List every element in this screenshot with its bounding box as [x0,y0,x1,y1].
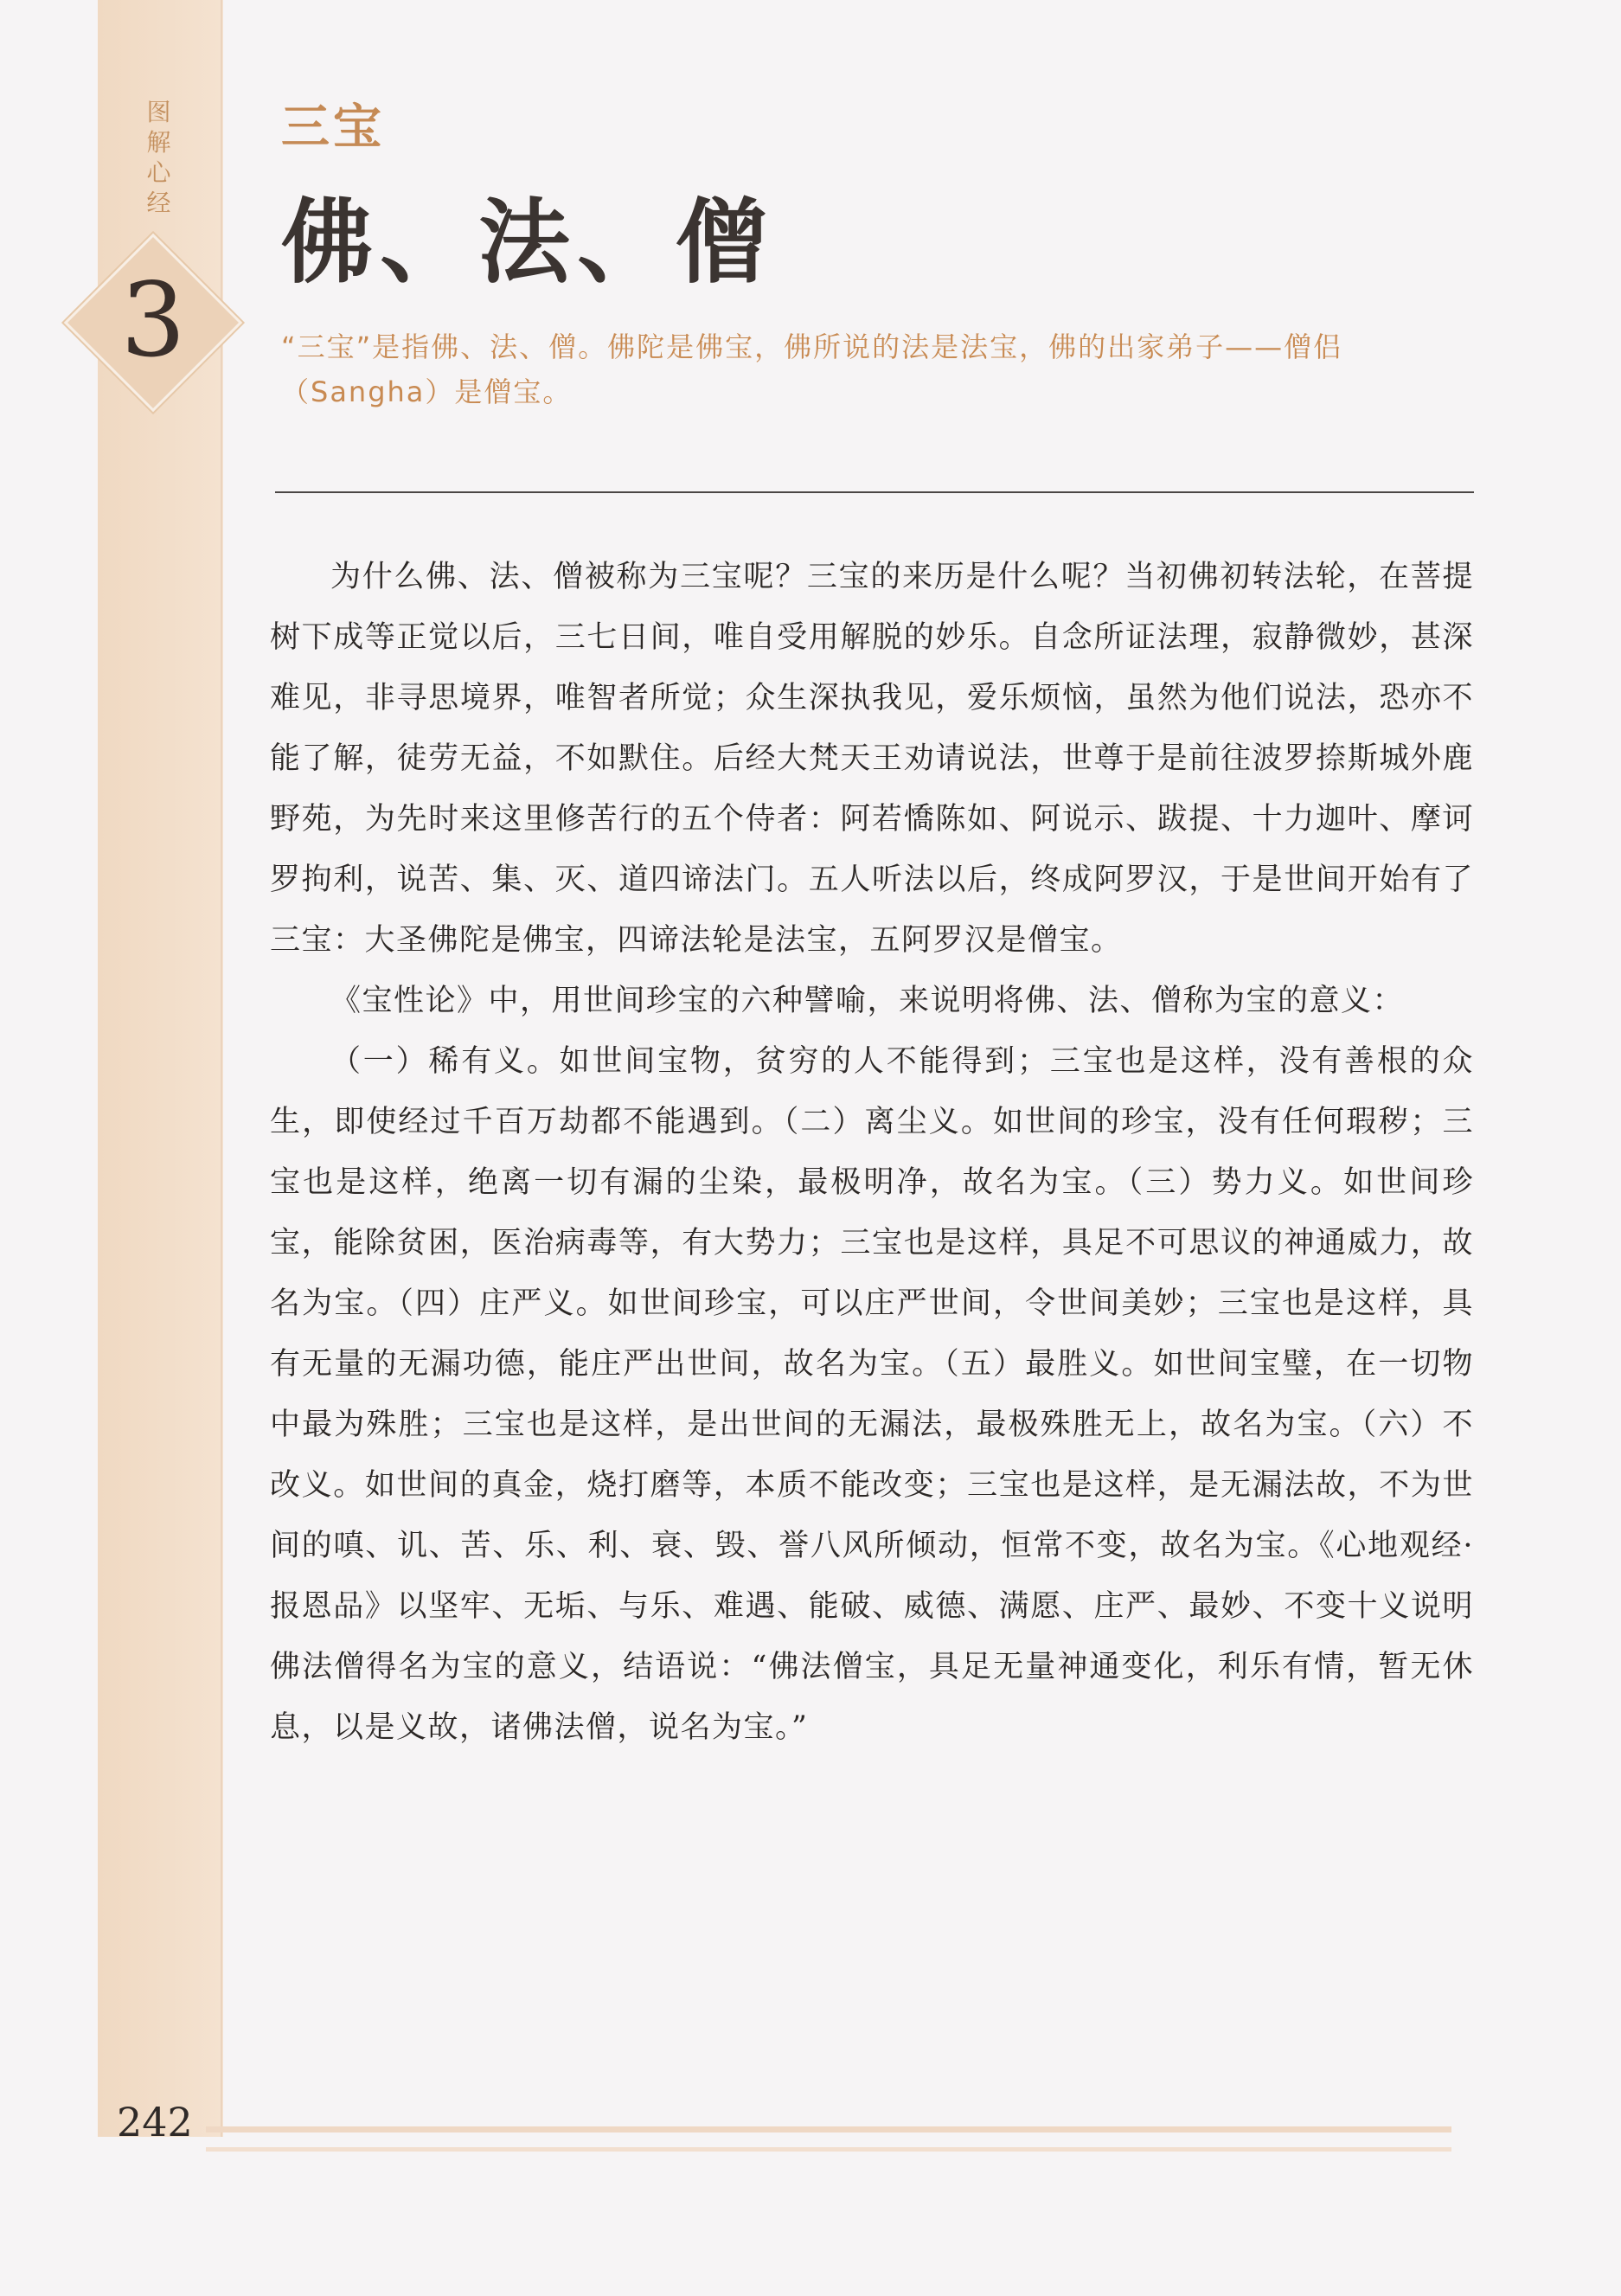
chapter-number: 3 [120,260,186,380]
footer-rule-secondary [206,2147,1451,2152]
paragraph: 《宝性论》中，用世间珍宝的六种譬喻，来说明将佛、法、僧称为宝的意义： [330,984,1405,1018]
section-kicker: 三宝 [281,99,385,156]
section-intro: “三宝”是指佛、法、僧。佛陀是佛宝，佛所说的法是法宝，佛的出家弟子——僧侣（Sangha）是僧宝。 [281,330,1343,408]
paragraph: 为什么佛、法、僧被称为三宝呢？三宝的来历是什么呢？当初佛初转法轮，在菩提树下成等正觉以后，三七日间，唯自受用解脱的妙乐。自念所证法理，寂静微妙，甚深难见，非寻思境界，唯智者所觉；众生深执我见，爱乐烦恼，虽然为他们说法，恐亦不能了解，徒劳无益，不如默住。后经大梵天王劝请说法，世尊于是前往波罗捺斯城外鹿野苑，为先时来这里修苦行的五个侍者：阿若憍陈如、阿说示、跋提、十力迦叶、摩诃罗拘利，说苦、集、灭、道四谛法门。五人听法以后，终成阿罗汉，于是世间开始有了三宝：大圣佛陀是佛宝，四谛法轮是法宝，五阿罗汉是僧宝。 [270,560,1474,958]
header-divider [275,491,1474,493]
page-title: 佛、法、僧 [281,188,774,296]
footer-rule [206,2126,1451,2132]
book-title-vertical: 图解心经 [146,98,172,217]
paragraph: （一）稀有义。如世间宝物，贫穷的人不能得到；三宝也是这样，没有善根的众生，即使经过千百万劫都不能遇到。（二）离尘义。如世间的珍宝，没有任何瑕秽；三宝也是这样，绝离一切有漏的尘染，最极明净，故名为宝。（三）势力义。如世间珍宝，能除贫困，医治病毒等，有大势力；三宝也是这样，具足不可思议的神通威力，故名为宝。（四）庄严义。如世间珍宝，可以庄严世间，令世间美妙；三宝也是这样，具有无量的无漏功德，能庄严出世间，故名为宝。（五）最胜义。如世间宝璧，在一切物中最为殊胜；三宝也是这样，是出世间的无漏法，最极殊胜无上，故名为宝。（六）不改义。如世间的真金，烧打磨等，本质不能改变；三宝也是这样，是无漏法故，不为世间的嗔、讥、苦、乐、利、衰、毁、誉八风所倾动，恒常不变，故名为宝。《心地观经·报恩品》以坚牢、无垢、与乐、难遇、能破、威德、满愿、庄严、最妙、不变十义说明佛法僧得名为宝的意义，结语说：“佛法僧宝，具足无量神通变化，利乐有情，暂无休息，以是义故，诸佛法僧，说名为宝。” [270,1044,1474,1745]
body-text [270,547,1474,1758]
page-number: 242 [117,2099,193,2145]
